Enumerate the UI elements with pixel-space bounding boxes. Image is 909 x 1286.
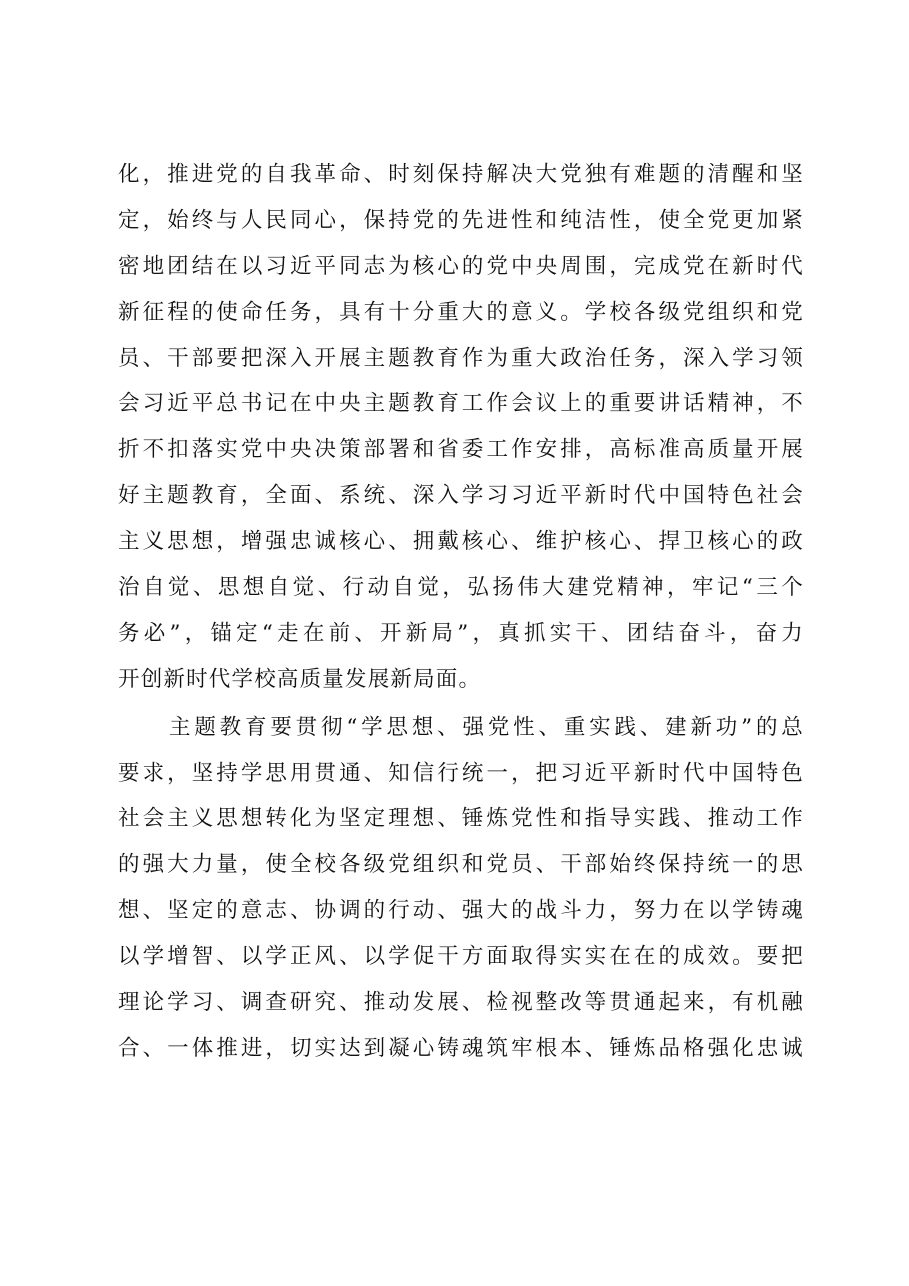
text-line: 新征程的使命任务，具有十分重大的意义。学校各级党组织和党 (118, 299, 804, 325)
text-line: 员、干部要把深入开展主题教育作为重大政治任务，深入学习领 (118, 345, 804, 371)
text-line: 主题教育要贯彻“学思想、强党性、重实践、建新功”的总 (169, 714, 804, 740)
text-line: 化，推进党的自我革命、时刻保持解决大党独有难题的清醒和坚 (118, 162, 804, 187)
text-line: 以学增智、以学正风、以学促干方面取得实实在在的成效。要把 (118, 944, 804, 970)
text-line: 折不扣落实党中央决策部署和省委工作安排，高标准高质量开展 (118, 437, 804, 463)
text-line: 治自觉、思想自觉、行动自觉，弘扬伟大建党精神，牢记“三个 (118, 575, 804, 601)
text-line: 主义思想，增强忠诚核心、拥戴核心、维护核心、捍卫核心的政 (118, 529, 804, 555)
paragraph-1 (118, 152, 804, 703)
text-line: 密地团结在以习近平同志为核心的党中央周围，完成党在新时代 (118, 253, 804, 279)
text-line: 的强大力量，使全校各级党组织和党员、干部始终保持统一的思 (118, 852, 804, 878)
document-body (118, 152, 804, 1072)
text-line: 社会主义思想转化为坚定理想、锤炼党性和指导实践、推动工作 (118, 806, 804, 832)
text-line: 要求，坚持学思用贯通、知信行统一，把习近平新时代中国特色 (118, 760, 804, 786)
text-line: 定，始终与人民同心，保持党的先进性和纯洁性，使全党更加紧 (118, 207, 804, 233)
paragraph-2 (118, 705, 804, 1072)
text-line: 务必”，锚定“走在前、开新局”，真抓实干、团结奋斗，奋力 (118, 620, 804, 646)
text-line: 理论学习、调查研究、推动发展、检视整改等贯通起来，有机融 (118, 990, 804, 1016)
text-line: 开创新时代学校高质量发展新局面。 (118, 666, 482, 692)
text-line: 想、坚定的意志、协调的行动、强大的战斗力，努力在以学铸魂 (118, 898, 804, 924)
text-line: 好主题教育，全面、系统、深入学习习近平新时代中国特色社会 (118, 483, 804, 509)
text-line: 会习近平总书记在中央主题教育工作会议上的重要讲话精神，不 (118, 391, 804, 417)
text-line: 合、一体推进，切实达到凝心铸魂筑牢根本、锤炼品格强化忠诚 (118, 1035, 804, 1061)
